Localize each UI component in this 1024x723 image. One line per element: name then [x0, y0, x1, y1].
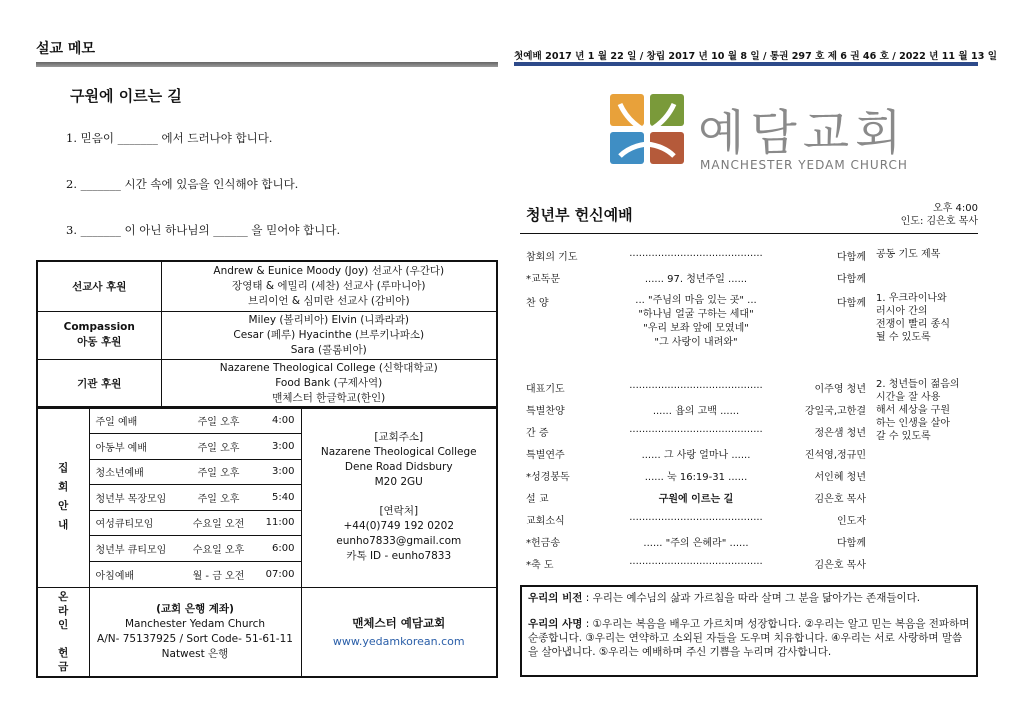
service-meta: [901, 202, 978, 228]
order-row: [526, 556, 866, 572]
order-item: 참회의 기도: [526, 252, 578, 263]
order-detail: ..........................................: [629, 424, 763, 435]
vision-statement: [528, 591, 970, 605]
prayer-item-2: 2. 청년들이 젊음의 시간을 잘 사용 해서 세상을 구원 하는 인생을 살아 갈 수 있도록: [876, 379, 960, 442]
order-person: 김은호 목사: [814, 494, 866, 505]
support-label: Compassion 아동 후원: [37, 311, 161, 359]
service-schedule: [89, 407, 301, 587]
prayer-item-1: 1. 우크라이나와 러시아 간의 전쟁이 빨리 종식 될 수 있도록: [876, 293, 950, 343]
logo-leaf: [610, 94, 644, 126]
gathering-table: [36, 406, 498, 678]
bank-line: Manchester Yedam Church: [124, 617, 266, 630]
mission-statement: [528, 617, 970, 659]
order-detail: ...... 97. 청년주일 ......: [644, 274, 748, 285]
memo-question-2: 2. _______ 시간 속에 있음을 인식해야 합니다.: [66, 177, 299, 191]
order-detail: ...... "주의 은혜라" ......: [643, 538, 749, 549]
order-person: 다함께: [837, 274, 866, 285]
bank-line: Natwest 은행: [161, 647, 229, 660]
service-row: [90, 485, 301, 511]
support-lines: [161, 359, 497, 408]
prayer-title: 공동 기도 제목: [876, 249, 941, 260]
support-line: Miley (볼리비아) Elvin (니콰라과): [248, 313, 409, 326]
order-item: *헌금송: [526, 538, 560, 549]
order-person: 이주영 청년: [814, 384, 866, 395]
gathering-label: 집 회 안 내: [37, 407, 89, 587]
divider: [520, 233, 978, 234]
service-row: [90, 561, 301, 587]
service-time: 5:40: [253, 485, 301, 511]
bank-title: (교회 은행 계좌): [156, 602, 234, 615]
order-person: 인도자: [837, 516, 866, 527]
sermon-memo-section: [36, 38, 498, 238]
leaf-logo-icon: [608, 92, 688, 176]
bank-line: A/N- 75137925 / Sort Code- 51-61-11: [97, 632, 293, 645]
order-person: 정은샘 청년: [814, 428, 866, 439]
sermon-title: 구원에 이르는 길: [70, 87, 182, 105]
service-time: 3:00: [253, 434, 301, 460]
service-time: 07:00: [265, 568, 295, 580]
order-item: 설 교: [526, 494, 549, 505]
order-row: [526, 294, 866, 358]
order-person: 진석영,정규민: [804, 450, 866, 461]
service-time: 4:00: [253, 408, 301, 434]
service-day: 수요일 오전: [185, 510, 253, 536]
support-line: Sara (콜롬비아): [290, 343, 367, 356]
service-name: 여성큐티모임: [90, 510, 185, 536]
church-contact: [301, 587, 497, 677]
church-address: [301, 407, 497, 587]
service-name: 청년부 목장모임: [90, 485, 185, 511]
service-row: [90, 408, 301, 434]
order-item: 특별찬양: [526, 406, 565, 417]
order-detail: ..........................................: [629, 556, 763, 567]
order-detail: ..........................................: [629, 380, 763, 391]
service-time: 6:00: [253, 536, 301, 562]
support-line: Nazarene Theological College (신학대학교): [219, 361, 438, 374]
vision-mission-box: [520, 585, 978, 677]
support-lines: [161, 261, 497, 311]
service-list: [90, 408, 301, 587]
order-row: [526, 512, 866, 528]
mission-label: 우리의 사명: [528, 618, 583, 630]
order-person: 강일국,고한결: [804, 406, 866, 417]
header-rule: [514, 62, 978, 66]
order-person: 서인혜 청년: [814, 472, 866, 483]
vision-label: 우리의 비전: [528, 592, 583, 604]
service-row: [90, 510, 301, 536]
order-row: [526, 534, 866, 550]
service-name: 청년부 큐티모임: [90, 536, 185, 562]
order-item: 특별연주: [526, 450, 565, 461]
address-line: M20 2GU: [374, 476, 423, 489]
service-name: 아동부 예배: [90, 434, 185, 460]
order-detail: ...... 그 사랑 얼마나 ......: [641, 450, 751, 461]
support-lines: [161, 311, 497, 359]
contact-phone: +44(0)749 192 0202: [343, 520, 454, 533]
support-label: 기관 후원: [37, 359, 161, 408]
service-time: 11:00: [253, 510, 301, 536]
support-line: 장영태 & 에밀리 (세찬) 선교사 (루마니아): [232, 279, 426, 292]
service-name: 아침예배: [95, 570, 135, 582]
bank-account: [89, 587, 301, 677]
contact-title: [연락처]: [379, 505, 419, 518]
service-name: 주일 예배: [90, 408, 185, 434]
address-line: Nazarene Theological College: [320, 446, 477, 459]
vision-text: : 우리는 예수님의 삶과 가르침을 따라 살며 그 분을 닮아가는 존재들이다.: [582, 592, 921, 604]
support-label: 선교사 후원: [37, 261, 161, 311]
online-offering-label: 온 라 인 헌 금: [37, 587, 89, 677]
issue-info: 첫예배 2017 년 1 월 22 일 / 창립 2017 년 10 월 8 일 / 통권 297 호 제 6 권 46 호 / 2022 년 11 월 13 일: [514, 51, 997, 62]
service-day: 주일 오후: [185, 485, 253, 511]
memo-question-3: 3. _______ 이 아닌 하나님의 ______ 을 믿어야 합니다.: [66, 223, 341, 237]
order-row: [526, 446, 866, 462]
support-line: 브리이언 & 심미란 선교사 (감비아): [247, 294, 410, 307]
contact-email[interactable]: eunho7833@gmail.com: [336, 535, 462, 548]
order-row: [526, 402, 866, 418]
service-day: 주일 오후: [185, 459, 253, 485]
service-leader: 인도: 김은호 목사: [900, 216, 978, 227]
order-detail: ..........................................: [629, 248, 763, 259]
church-name: 맨체스터 예담교회: [352, 616, 446, 631]
service-time: 오후 4:00: [933, 203, 978, 214]
church-website-link[interactable]: www.yedamkorean.com: [332, 635, 465, 649]
address-line: Dene Road Didsbury: [344, 461, 453, 474]
memo-question-1: 1. 믿음이 _______ 에서 드러나야 합니다.: [66, 131, 273, 145]
logo-text-en: MANCHESTER YEDAM CHURCH: [700, 158, 908, 172]
service-row: [90, 536, 301, 562]
support-line: Cesar (페루) Hyacinthe (브루키나파소): [233, 328, 425, 341]
order-item: 교회소식: [526, 516, 565, 527]
support-line: Food Bank (구제사역): [275, 376, 383, 389]
bulletin-header: [514, 38, 997, 66]
service-day: 주일 오후: [185, 434, 253, 460]
support-line: Andrew & Eunice Moody (Joy) 선교사 (우간다): [213, 264, 445, 277]
order-item: 대표기도: [526, 384, 565, 395]
order-person: 김은호 목사: [814, 560, 866, 571]
order-row: [526, 468, 866, 484]
memo-header: 설교 메모: [36, 41, 95, 57]
logo-leaf: [650, 94, 684, 126]
church-logo: [608, 92, 980, 178]
order-detail: ..........................................: [629, 512, 763, 523]
order-detail: ...... 욥의 고백 ......: [652, 406, 740, 417]
order-item: *교독문: [526, 274, 560, 285]
support-table: [36, 260, 498, 409]
address-title: [교회주소]: [374, 431, 424, 444]
service-day: 주일 오후: [185, 408, 253, 434]
order-row: [526, 248, 866, 264]
service-time: 3:00: [253, 459, 301, 485]
order-person: 다함께: [837, 298, 866, 309]
order-item: 간 증: [526, 428, 549, 439]
order-row: [526, 424, 866, 440]
order-row: [526, 380, 866, 396]
order-person: 다함께: [837, 538, 866, 549]
header-rule: [36, 62, 498, 67]
logo-text-kr: 예담교회: [698, 105, 908, 161]
service-title: 청년부 헌신예배: [526, 206, 633, 224]
order-item: 찬 양: [526, 298, 549, 309]
order-detail: ...... 눅 16:19-31 ......: [644, 472, 748, 483]
service-name: 청소년예배: [90, 459, 185, 485]
order-row: [526, 490, 866, 506]
order-item: *축 도: [526, 560, 554, 571]
service-row: [90, 459, 301, 485]
mission-text: : ①우리는 복음을 배우고 가르치며 성장합니다. ②우리는 알고 믿는 복음을 전파하며 순종합니다. ③우리는 연약하고 소외된 자들을 도우며 치유합니다. ④우리는 서로 사랑하며 말씀을 살아냅니다. ⑤우리는 예배하며 주신 기쁨을 누리며 감사합니다.: [528, 618, 970, 658]
service-day: 수요일 오후: [185, 536, 253, 562]
support-line: 맨체스터 한글학교(한인): [272, 391, 386, 404]
order-detail: ... "주님의 마음 있는 곳" ... "하나님 얼굴 구하는 세대" "우리 보좌 앞에 모였네" "그 사랑이 내려와": [635, 295, 757, 348]
order-row: [526, 270, 866, 286]
service-day: 월 - 금 오전: [192, 570, 245, 582]
contact-kakao: 카톡 ID - eunho7833: [346, 550, 452, 563]
order-detail: 구원에 이르는 길: [658, 494, 734, 505]
order-person: 다함께: [837, 252, 866, 263]
order-item: *성경봉독: [526, 472, 570, 483]
service-row: [90, 434, 301, 460]
